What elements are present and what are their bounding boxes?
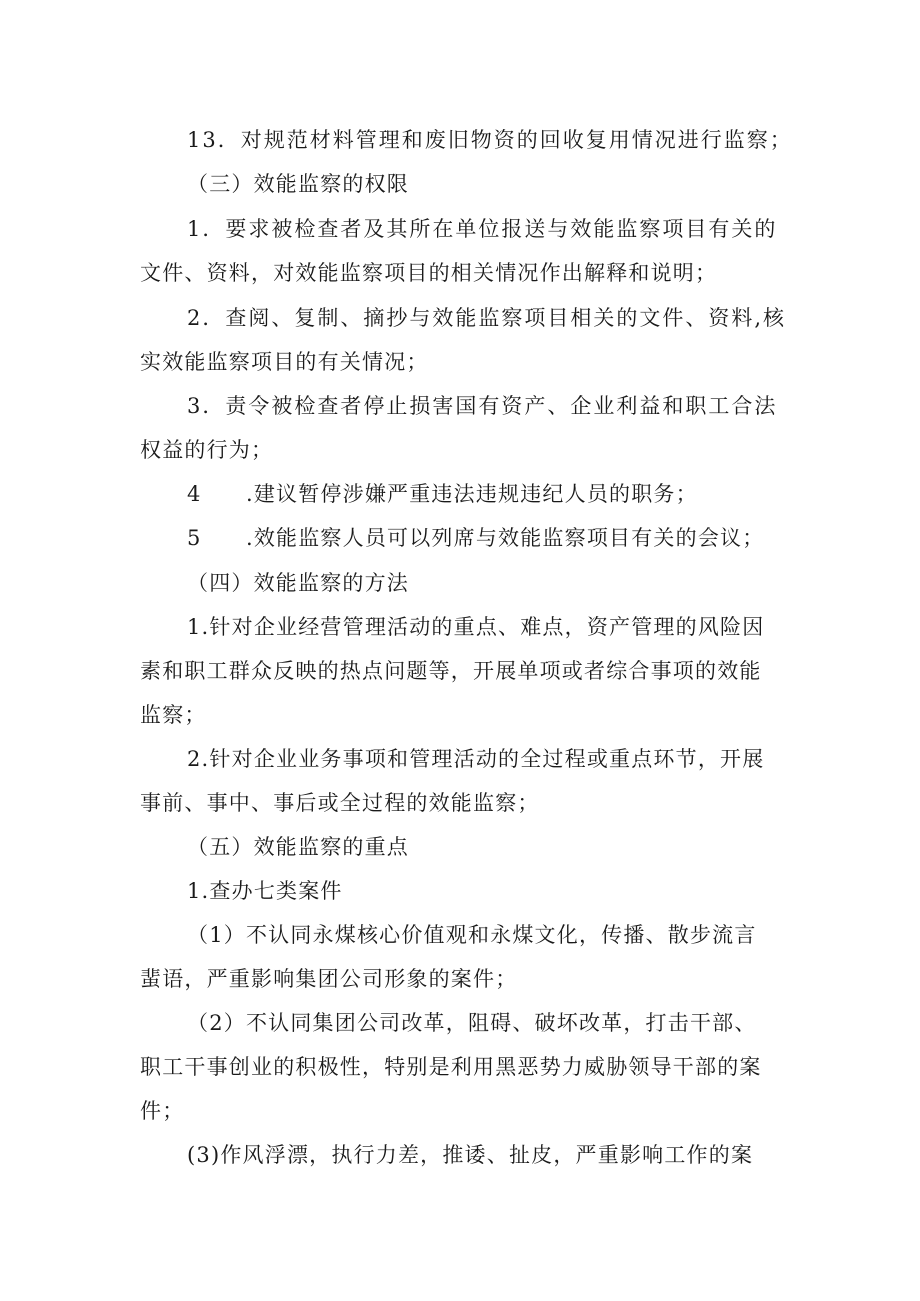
text-line-case-2-end: 件； — [140, 1099, 185, 1123]
text-line-case-1: （1）不认同永煤核心价值观和永煤文化，传播、散步流言 — [187, 923, 757, 947]
text-line-power-2-cont: 实效能监察项目的有关情况； — [140, 350, 429, 374]
text-line-power-1: 1．要求被检查者及其所在单位报送与效能监察项目有关的 — [187, 217, 778, 241]
section-heading-methods: （四）效能监察的方法 — [187, 571, 409, 595]
text-line-focus-1: 1.查办七类案件 — [187, 879, 343, 903]
text-line-method-2-cont: 事前、事中、事后或全过程的效能监察； — [140, 791, 540, 815]
section-heading-powers: （三）效能监察的权限 — [187, 172, 409, 196]
section-heading-focus: （五）效能监察的重点 — [187, 835, 409, 859]
text-line-power-2: 2．查阅、复制、摘抄与效能监察项目相关的文件、资料,核 — [187, 306, 787, 330]
text-line-method-1-cont: 素和职工群众反映的热点问题等，开展单项或者综合事项的效能 — [140, 659, 762, 683]
text-line-power-4: 4 .建议暂停涉嫌严重违法违规违纪人员的职务； — [187, 482, 698, 506]
text-line-case-2: （2）不认同集团公司改革，阻碍、破坏改革，打击干部、 — [187, 1011, 757, 1035]
text-line-case-2-cont: 职工干事创业的积极性，特别是利用黑恶势力威胁领导干部的案 — [140, 1055, 762, 1079]
text-line-power-1-cont: 文件、资料，对效能监察项目的相关情况作出解释和说明； — [140, 261, 718, 285]
text-line-case-1-cont: 蜚语，严重影响集团公司形象的案件； — [140, 967, 518, 991]
text-line-method-1-end: 监察； — [140, 703, 207, 727]
text-line-method-1: 1.针对企业经营管理活动的重点、难点，资产管理的风险因 — [187, 615, 765, 639]
text-line-power-5: 5 .效能监察人员可以列席与效能监察项目有关的会议； — [187, 526, 765, 550]
text-line-item-13: 13．对规范材料管理和废旧物资的回收复用情况进行监察； — [187, 128, 793, 152]
text-line-power-3: 3．责令被检查者停止损害国有资产、企业利益和职工合法 — [187, 394, 778, 418]
text-line-power-3-cont: 权益的行为； — [140, 438, 274, 462]
text-line-method-2: 2.针对企业业务事项和管理活动的全过程或重点环节，开展 — [187, 747, 765, 771]
text-line-case-3: (3)作风浮漂，执行力差，推诿、扯皮，严重影响工作的案 — [187, 1143, 754, 1167]
